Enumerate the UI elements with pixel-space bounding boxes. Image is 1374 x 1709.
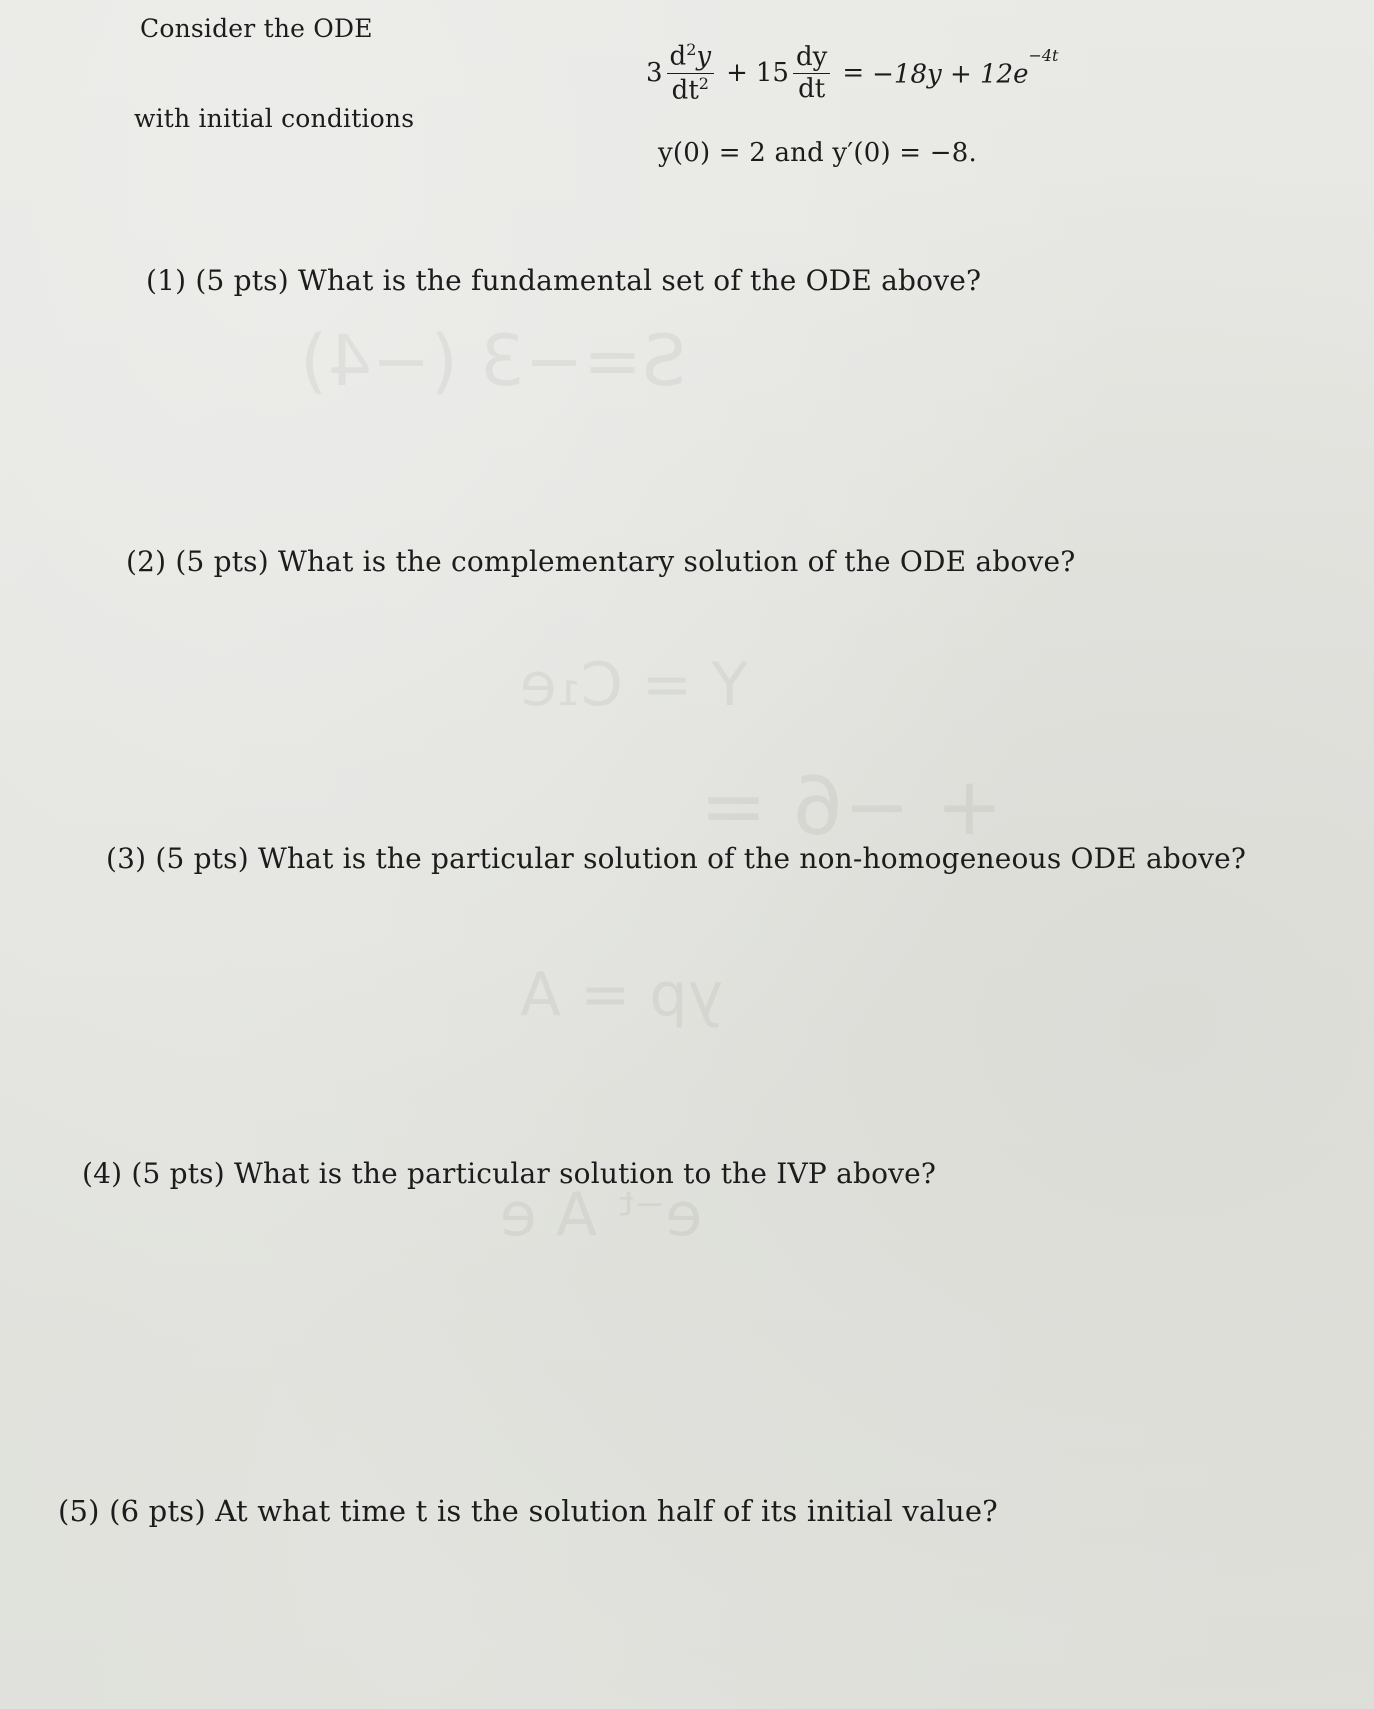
bleed-through-marks-2: Y = C₁e <box>520 650 748 720</box>
rhs-expression: −18y + 12e <box>872 59 1029 90</box>
intro-consider: Consider the ODE <box>140 14 373 43</box>
question-2: (2) (5 pts) What is the complementary solution of the ODE above? <box>126 545 1076 578</box>
right-hand-side <box>872 45 1059 90</box>
intro-initial-conditions-label: with initial conditions <box>134 104 415 133</box>
frac1-numerator: d <box>669 41 687 72</box>
bleed-through-marks: S=−3 (−4) <box>300 320 687 402</box>
equals-sign: = <box>842 58 865 89</box>
bleed-through-marks-4: yp = A <box>520 960 724 1030</box>
initial-conditions: y(0) = 2 and y′(0) = −8. <box>658 138 977 168</box>
frac1-denominator: dt <box>671 75 699 106</box>
question-4: (4) (5 pts) What is the particular solution to the IVP above? <box>82 1157 937 1190</box>
coefficient-15: 15 <box>755 58 789 89</box>
rhs-exponent: −4t <box>1028 45 1059 65</box>
frac1-numerator-var: y <box>696 41 712 72</box>
question-5: (5) (6 pts) At what time t is the solution half of its initial value? <box>58 1494 998 1528</box>
plus-sign: + <box>726 58 748 89</box>
second-derivative-fraction <box>667 42 715 105</box>
bleed-through-marks-5: e⁻ᵗ A e <box>500 1180 703 1250</box>
frac2-denominator: dt <box>798 73 826 104</box>
question-3: (3) (5 pts) What is the particular solution of the non-homogeneous ODE above? <box>106 842 1247 875</box>
coefficient-3: 3 <box>646 58 663 89</box>
frac1-numerator-sup: 2 <box>686 40 697 59</box>
frac1-denominator-sup: 2 <box>698 73 709 93</box>
question-1: (1) (5 pts) What is the fundamental set of the ODE above? <box>146 264 982 297</box>
first-derivative-fraction <box>793 41 830 104</box>
frac2-numerator: dy <box>793 44 830 74</box>
bleed-through-marks-3: + −6 = <box>700 760 1003 853</box>
ode-equation <box>646 42 1058 105</box>
